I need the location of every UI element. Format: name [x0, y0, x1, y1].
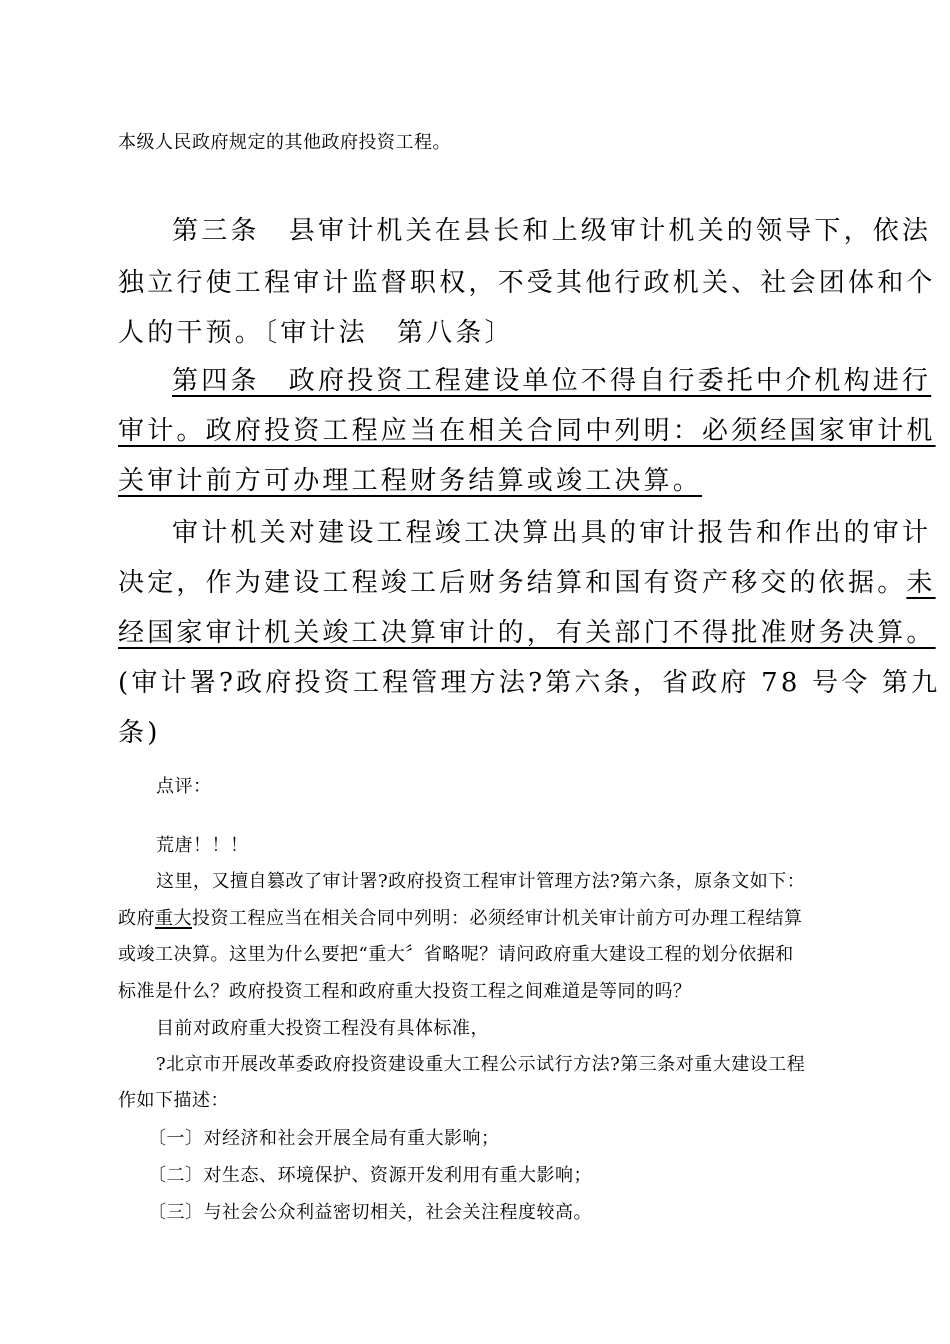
comment-label: 点评：	[156, 776, 212, 797]
comment-text: 投资工程应当在相关合同中列明：必须经审计机关审计前方可办理工程结算	[192, 908, 803, 929]
comment-line: 目前对政府重大投资工程没有具体标准，	[156, 1018, 489, 1039]
citation-line: (审计署?政府投资工程管理方法?第六条，省政府 78 号令 第九	[118, 668, 941, 698]
comment-line	[118, 904, 803, 930]
underlined-text: 未	[906, 568, 936, 598]
list-item: 〔二〕对生态、环境保护、资源开发利用有重大影响；	[148, 1165, 592, 1186]
citation-line: 条)	[118, 718, 161, 748]
article-4-line: 第四条 政府投资工程建设单位不得自行委托中介机构进行	[172, 366, 932, 396]
article-4-line: 关审计前方可办理工程财务结算或竣工决算。	[118, 466, 703, 496]
paragraph-line	[118, 562, 936, 599]
paragraph-line: 审计机关对建设工程竣工决算出具的审计报告和作出的审计	[172, 518, 932, 548]
comment-line: 标准是什么？政府投资工程和政府重大投资工程之间难道是等同的吗？	[118, 981, 692, 1002]
comment-line: ?北京市开展改革委政府投资建设重大工程公示试行方法?第三条对重大建设工程	[156, 1054, 806, 1075]
list-item: 〔一〕对经济和社会开展全局有重大影响；	[148, 1128, 500, 1149]
paragraph-line: 本级人民政府规定的其他政府投资工程。	[118, 132, 451, 153]
comment-exclaim: 荒唐！！！	[156, 835, 249, 856]
comment-line: 作如下描述：	[118, 1090, 229, 1111]
comment-text: 政府	[118, 908, 155, 929]
article-4-line: 审计。政府投资工程应当在相关合同中列明：必须经国家审计机	[118, 416, 936, 446]
paragraph-text: 决定，作为建设工程竣工后财务结算和国有资产移交的依据。	[118, 568, 907, 598]
article-3-line: 人的干预。〔审计法 第八条〕	[118, 318, 514, 348]
article-3-line: 第三条 县审计机关在县长和上级审计机关的领导下，依法	[172, 216, 932, 246]
list-item: 〔三〕与社会公众利益密切相关，社会关注程度较高。	[148, 1202, 592, 1223]
comment-line: 或竣工决算。这里为什么要把“重大〞省略呢？请问政府重大建设工程的划分依据和	[118, 944, 794, 965]
paragraph-line: 经国家审计机关竣工决算审计的，有关部门不得批准财务决算。	[118, 618, 936, 648]
comment-line: 这里，又擅自篡改了审计署?政府投资工程审计管理方法?第六条，原条文如下：	[156, 871, 806, 892]
underlined-text: 重大	[155, 908, 192, 929]
article-3-line: 独立行使工程审计监督职权，不受其他行政机关、社会团体和个	[118, 268, 936, 298]
